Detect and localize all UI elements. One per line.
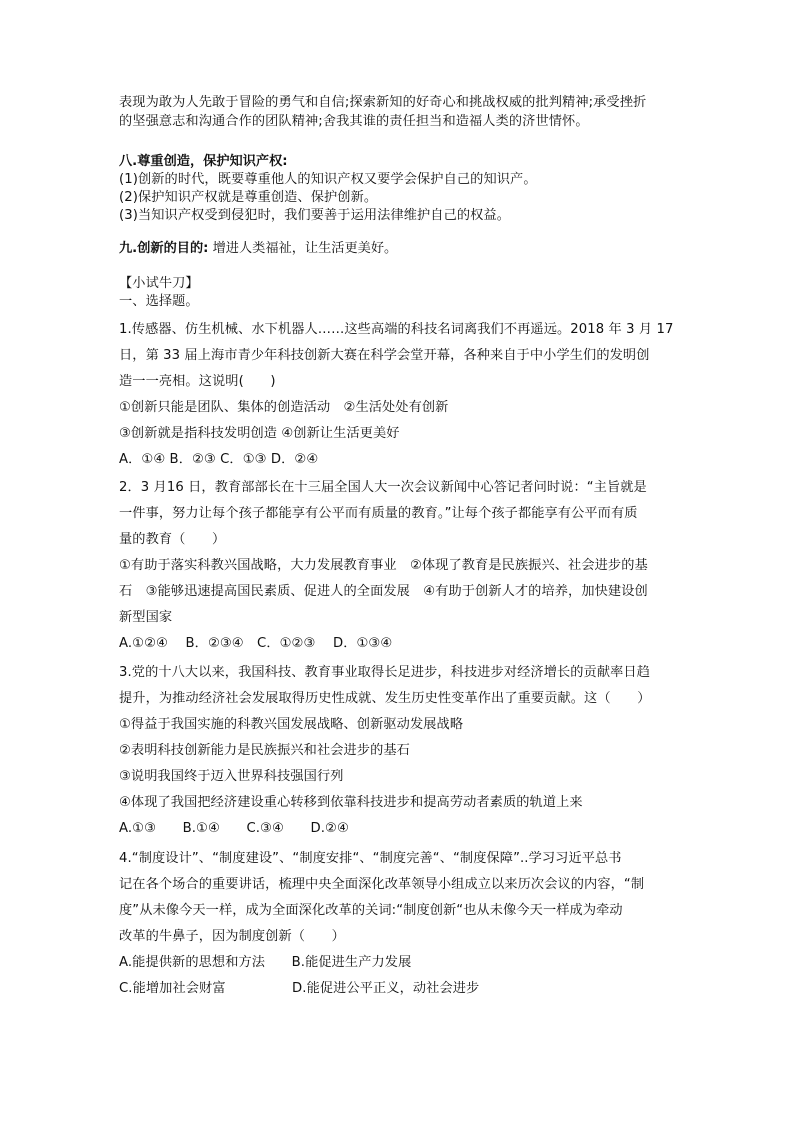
section-8 (119, 152, 691, 225)
question-2 (119, 475, 691, 657)
question-4-line-1: 4.“制度设计”、“制度建设”、“制度安排“、“制度完善“、“制度保障”..学习习近平总书 (119, 851, 622, 866)
question-1-line-2: 日，第 33 届上海市青少年科技创新大赛在科学会堂开幕，各种来自于中小学生们的发明创 (119, 348, 650, 363)
question-1-line-3: 造一一亮相。这说明( ) (119, 374, 276, 389)
question-2-option-1: ①有助于落实科教兴国战略，大力发展教育事业 ②体现了教育是民族振兴、社会进步的基 (119, 558, 648, 573)
question-1-answers: A．①④ B．②③ C．①③ D．②④ (119, 452, 319, 467)
question-2-option-3: 新型国家 (119, 610, 173, 625)
question-1-line-1: 1.传感器、仿生机械、水下机器人……这些高端的科技名词离我们不再遥远。2018 年 3 月 17 (119, 322, 674, 337)
question-3-answers: A.①③ B.①④ C.③④ D.②④ (119, 821, 349, 836)
intro-paragraph (119, 93, 691, 131)
question-1-option-2: ③创新就是指科技发明创造 ④创新让生活更美好 (119, 426, 400, 441)
section-9 (119, 239, 691, 258)
practice-header (119, 275, 691, 311)
question-2-line-3: 量的教育（ ） (119, 532, 226, 547)
question-4-line-2: 记在各个场合的重要讲话，梳理中央全面深化改革领导小组成立以来历次会议的内容，“制 (119, 877, 645, 892)
section-8-item-1: (1)创新的时代，既要尊重他人的知识产权又要学会保护自己的知识产。 (119, 172, 537, 187)
section-8-item-2: (2)保护知识产权就是尊重创造、保护创新。 (119, 190, 378, 205)
question-3 (119, 660, 691, 842)
question-1 (119, 317, 691, 473)
question-3-line-1: 3.党的十八大以来，我国科技、教育事业取得长足进步，科技进步对经济增长的贡献率日趋 (119, 665, 650, 680)
question-4-option-ab: A.能提供新的思想和方法 B.能促进生产力发展 (119, 955, 412, 970)
question-3-option-4: ④体现了我国把经济建设重心转移到依靠科技进步和提高劳动者素质的轨道上来 (119, 795, 583, 810)
section-8-title: 八.尊重创造，保护知识产权: (119, 154, 288, 169)
question-4 (119, 846, 691, 1002)
question-2-option-2: 石 ③能够迅速提高国民素质、促进人的全面发展 ④有助于创新人才的培养，加快建设创 (119, 584, 648, 599)
question-4-line-3: 度”从未像今天一样，成为全面深化改革的关词:“制度创新“也从未像今天一样成为牵动 (119, 903, 623, 918)
question-4-line-4: 改革的牛鼻子，因为制度创新（ ） (119, 929, 345, 944)
question-3-option-1: ①得益于我国实施的科教兴国发展战略、创新驱动发展战略 (119, 717, 464, 732)
question-2-answers: A.①②④ B．②③④ C．①②③ D．①③④ (119, 636, 393, 651)
section-8-item-3: (3)当知识产权受到侵犯时，我们要善于运用法律维护自己的权益。 (119, 208, 511, 223)
question-3-option-3: ③说明我国终于迈入世界科技强国行列 (119, 769, 344, 784)
question-1-option-1: ①创新只能是团队、集体的创造活动 ②生活处处有创新 (119, 400, 449, 415)
intro-line-1: 表现为敢为人先敢于冒险的勇气和自信;探索新知的好奇心和挑战权威的批判精神;承受挫折 (119, 95, 647, 110)
section-9-label: 九.创新的目的: (119, 241, 209, 256)
question-2-line-1: 2．3 月16 日，教育部部长在十三届全国人大一次会议新闻中心答记者问时说：“主旨就是 (119, 480, 647, 495)
question-4-option-cd: C.能增加社会财富 D.能促进公平正义，动社会进步 (119, 981, 480, 996)
section-9-text: 增进人类福祉，让生活更美好。 (208, 241, 398, 256)
question-2-line-2: 一件事，努力让每个孩子都能享有公平而有质量的教育。”让每个孩子都能享有公平而有质 (119, 506, 638, 521)
question-3-line-2: 提升，为推动经济社会发展取得历史性成就、发生历史性变革作出了重要贡献。这（ ） (119, 691, 651, 706)
question-3-option-2: ②表明科技创新能力是民族振兴和社会进步的基石 (119, 743, 410, 758)
intro-line-2: 的坚强意志和沟通合作的团队精神;舍我其谁的责任担当和造福人类的济世情怀。 (119, 114, 589, 129)
practice-title: 【小试牛刀】 (119, 276, 199, 291)
practice-subtitle: 一、选择题。 (119, 294, 199, 309)
